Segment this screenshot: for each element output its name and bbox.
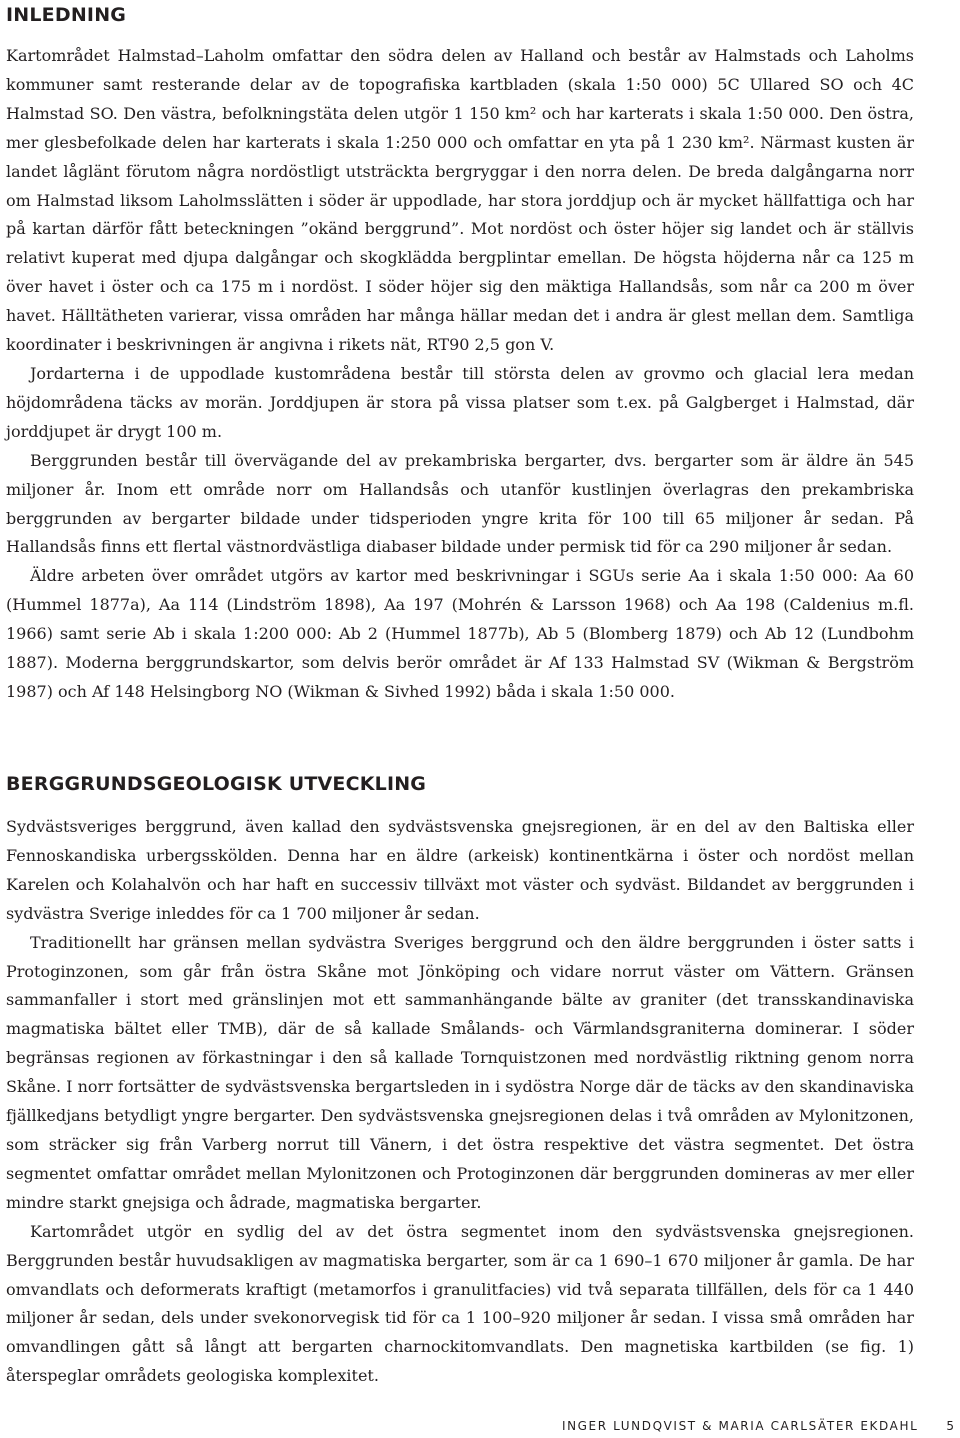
section-heading-inledning: INLEDNING <box>6 4 127 26</box>
paragraph: Kartområdet utgör en sydlig del av det östra segmentet inom den sydvästsvenska gnejsregionen. Berggrunden består huvudsakligen av magmatiska bergarter, som är ca 1 690–1 670 miljoner år gamla. De har omvandlats och deformerats kraftigt (metamorfos i granulitfacies) vid två separata tillfällen, dels för ca 1 440 miljoner år sedan, dels under svekonorvegisk tid för ca 1 100–920 miljoner år sedan. I vissa små områden har omvandlingen gått så långt att bergarten charnockitomvandlats. Den magnetiska kartbilden (se fig. 1) återspeglar områdets geologiska komplexitet. <box>6 1221 914 1386</box>
section-heading-berggrundsgeologisk-utveckling: BERGGRUNDSGEOLOGISK UTVECKLING <box>6 773 427 795</box>
paragraph: Kartområdet Halmstad–Laholm omfattar den södra delen av Halland och består av Halmstads och Laholms kommuner samt resterande delar av de topografiska kartbladen (skala 1:50 000) 5C Ullared SO och 4C Halmstad SO. Den västra, befolkningstäta delen utgör 1 150 km² och har karterats i skala 1:50 000. Den östra, mer glesbefolkade delen har karterats i skala 1:250 000 och omfattar en yta på 1 230 km². Närmast kusten är landet låglänt förutom några nordöstligt utsträckta bergryggar i den norra delen. De breda dalgångarna norr om Halmstad liksom Laholmsslätten i söder är uppodlade, har stora jorddjup och är mycket hällfattiga och har på kartan därför fått beteckningen ”okänd berggrund”. Mot nordöst och öster höjer sig landet och är ställvis relativt kuperat med djupa dalgångar och skogklädda bergplintar emellan. De högsta höjderna når ca 125 m över havet i öster och ca 175 m i nordöst. I söder höjer sig den mäktiga Hallandsås, som når ca 200 m över havet. Hälltätheten varierar, vissa områden har många hällar medan det i andra är glest mellan dem. Samtliga koordinater i beskrivningen är angivna i rikets nät, RT90 2,5 gon V. <box>6 46 914 355</box>
paragraph: Sydvästsveriges berggrund, även kallad den sydvästsvenska gnejsregionen, är en del av den Baltiska eller Fennoskandiska urbergsskölden. Denna har en äldre (arkeisk) kontinentkärna i öster och nordöst mellan Karelen och Kolahalvön och har haft en successiv tillväxt mot väster och sydväst. Bildandet av berggrunden i sydvästra Sverige inleddes för ca 1 700 miljoner år sedan. <box>6 817 914 923</box>
footer-authors: INGER LUNDQVIST & MARIA CARLSÄTER EKDAHL <box>561 1419 919 1433</box>
paragraph: Jordarterna i de uppodlade kustområdena består till största delen av grovmo och glacial lera medan höjdområdena täcks av morän. Jorddjupen är stora på vissa platser som t.ex. på Galgberget i Halmstad, där jorddjupet är drygt 100 m. <box>6 363 914 441</box>
paragraph: Äldre arbeten över området utgörs av kartor med beskrivningar i SGUs serie Aa i skala 1:50 000: Aa 60 (Hummel 1877a), Aa 114 (Lindström 1898), Aa 197 (Mohrén & Larsson 1968) och Aa 198 (Caldenius m.fl. 1966) samt serie Ab i skala 1:200 000: Ab 2 (Hummel 1877b), Ab 5 (Blomberg 1879) och Ab 12 (Lundbohm 1887). Moderna berggrundskartor, som delvis berör området är Af 133 Halmstad SV (Wikman & Bergström 1987) och Af 148 Helsingborg NO (Wikman & Sivhed 1992) båda i skala 1:50 000. <box>6 566 914 701</box>
section-body-berggrundsgeologisk-utveckling <box>6 813 914 1391</box>
document-page <box>6 0 914 1438</box>
paragraph: Traditionellt har gränsen mellan sydvästra Sveriges berggrund och den äldre berggrunden i öster satts i Protoginzonen, som går från östra Skåne mot Jönköping och vidare norrut väster om Vättern. Gränsen sammanfaller i stort med gränslinjen mot ett sammanhängande bälte av graniter (det transskandinaviska magmatiska bältet eller TMB), där de så kallade Smålands- och Värmlandsgraniterna dominerar. I söder begränsas regionen av förkastningar i den så kallade Tornquistzonen med nordvästlig riktning genom norra Skåne. I norr fortsätter de sydvästsvenska bergartsleden in i sydöstra Norge där de täcks av den skandinaviska fjällkedjans betydligt yngre bergarter. Den sydvästsvenska gnejsregionen delas i två områden av Mylonitzonen, som sträcker sig från Varberg norrut till Vänern, i det östra respektive det västra segmentet. Det östra segmentet omfattar området mellan Mylonitzonen och Protoginzonen där berggrunden domineras av mer eller mindre starkt gnejsiga och ådrade, magmatiska bergarter. <box>6 932 914 1212</box>
section-body-inledning <box>6 42 914 707</box>
page-number: 5 <box>946 1419 954 1433</box>
paragraph: Berggrunden består till övervägande del av prekambriska bergarter, dvs. bergarter som är äldre än 545 miljoner år. Inom ett område norr om Hallandsås och utanför kustlinjen överlagras den prekambriska berggrunden av bergarter bildade under tidsperioden yngre krita för 100 till 65 miljoner år sedan. På Hallandsås finns ett flertal västnordvästliga diabaser bildade under permisk tid för ca 290 miljoner år sedan. <box>6 450 914 557</box>
page-footer <box>562 1419 954 1433</box>
